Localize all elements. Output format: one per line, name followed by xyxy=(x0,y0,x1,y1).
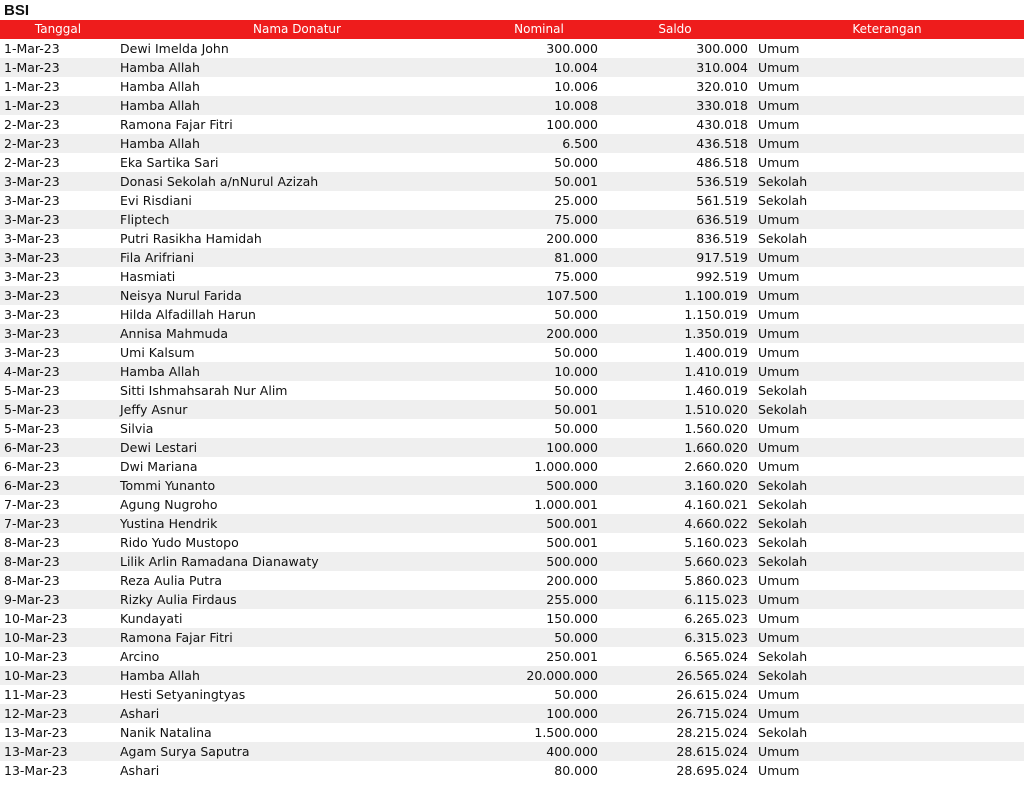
cell-tanggal: 13-Mar-23 xyxy=(4,725,68,740)
table-row xyxy=(0,514,1024,533)
cell-keterangan: Umum xyxy=(758,573,800,588)
cell-tanggal: 1-Mar-23 xyxy=(4,41,60,56)
cell-tanggal: 10-Mar-23 xyxy=(4,611,68,626)
cell-nominal: 50.000 xyxy=(554,307,598,322)
cell-nama-donatur: Reza Aulia Putra xyxy=(120,573,223,588)
cell-tanggal: 8-Mar-23 xyxy=(4,573,60,588)
cell-nominal: 500.000 xyxy=(546,478,598,493)
cell-tanggal: 4-Mar-23 xyxy=(4,364,60,379)
table-row xyxy=(0,419,1024,438)
cell-nominal: 100.000 xyxy=(546,706,598,721)
cell-saldo: 1.150.019 xyxy=(684,307,748,322)
cell-tanggal: 5-Mar-23 xyxy=(4,402,60,417)
table-row xyxy=(0,400,1024,419)
cell-keterangan: Sekolah xyxy=(758,554,808,569)
table-row xyxy=(0,229,1024,248)
cell-nama-donatur: Silvia xyxy=(120,421,154,436)
cell-tanggal: 6-Mar-23 xyxy=(4,478,60,493)
cell-saldo: 26.615.024 xyxy=(676,687,748,702)
cell-keterangan: Umum xyxy=(758,212,800,227)
table-row xyxy=(0,267,1024,286)
cell-tanggal: 13-Mar-23 xyxy=(4,763,68,778)
cell-nama-donatur: Dewi Lestari xyxy=(120,440,198,455)
cell-nominal: 81.000 xyxy=(554,250,598,265)
table-row xyxy=(0,438,1024,457)
cell-nominal: 50.000 xyxy=(554,630,598,645)
cell-nominal: 50.000 xyxy=(554,421,598,436)
cell-nama-donatur: Eka Sartika Sari xyxy=(120,155,219,170)
cell-tanggal: 3-Mar-23 xyxy=(4,326,60,341)
cell-keterangan: Umum xyxy=(758,744,800,759)
table-row xyxy=(0,115,1024,134)
cell-tanggal: 3-Mar-23 xyxy=(4,174,60,189)
cell-keterangan: Sekolah xyxy=(758,649,808,664)
cell-nama-donatur: Ramona Fajar Fitri xyxy=(120,630,233,645)
cell-keterangan: Umum xyxy=(758,345,800,360)
cell-saldo: 5.160.023 xyxy=(684,535,748,550)
table-row xyxy=(0,647,1024,666)
cell-nama-donatur: Annisa Mahmuda xyxy=(120,326,229,341)
donation-table xyxy=(0,20,1024,780)
cell-tanggal: 9-Mar-23 xyxy=(4,592,60,607)
cell-saldo: 320.010 xyxy=(696,79,748,94)
cell-keterangan: Umum xyxy=(758,687,800,702)
cell-nama-donatur: Putri Rasikha Hamidah xyxy=(120,231,262,246)
cell-saldo: 1.460.019 xyxy=(684,383,748,398)
cell-nama-donatur: Hasmiati xyxy=(120,269,176,284)
cell-saldo: 1.560.020 xyxy=(684,421,748,436)
cell-saldo: 1.410.019 xyxy=(684,364,748,379)
cell-keterangan: Umum xyxy=(758,326,800,341)
table-row xyxy=(0,476,1024,495)
cell-nominal: 300.000 xyxy=(546,41,598,56)
cell-saldo: 5.860.023 xyxy=(684,573,748,588)
cell-saldo: 6.265.023 xyxy=(684,611,748,626)
cell-keterangan: Umum xyxy=(758,611,800,626)
header-tanggal: Tanggal xyxy=(0,20,116,39)
cell-saldo: 636.519 xyxy=(696,212,748,227)
cell-nama-donatur: Yustina Hendrik xyxy=(120,516,218,531)
cell-nominal: 1.000.000 xyxy=(534,459,598,474)
cell-nominal: 200.000 xyxy=(546,573,598,588)
cell-saldo: 4.660.022 xyxy=(684,516,748,531)
cell-nama-donatur: Rizky Aulia Firdaus xyxy=(120,592,237,607)
cell-saldo: 486.518 xyxy=(696,155,748,170)
cell-keterangan: Umum xyxy=(758,364,800,379)
cell-nama-donatur: Kundayati xyxy=(120,611,183,626)
cell-nominal: 10.000 xyxy=(554,364,598,379)
cell-saldo: 28.215.024 xyxy=(676,725,748,740)
cell-nama-donatur: Hamba Allah xyxy=(120,364,200,379)
cell-keterangan: Umum xyxy=(758,155,800,170)
cell-tanggal: 6-Mar-23 xyxy=(4,459,60,474)
cell-saldo: 436.518 xyxy=(696,136,748,151)
cell-tanggal: 5-Mar-23 xyxy=(4,383,60,398)
table-row xyxy=(0,324,1024,343)
cell-nominal: 75.000 xyxy=(554,269,598,284)
cell-nama-donatur: Evi Risdiani xyxy=(120,193,192,208)
table-row xyxy=(0,362,1024,381)
table-row xyxy=(0,343,1024,362)
cell-tanggal: 12-Mar-23 xyxy=(4,706,68,721)
cell-tanggal: 7-Mar-23 xyxy=(4,497,60,512)
cell-tanggal: 3-Mar-23 xyxy=(4,269,60,284)
table-row xyxy=(0,134,1024,153)
cell-tanggal: 2-Mar-23 xyxy=(4,136,60,151)
cell-tanggal: 3-Mar-23 xyxy=(4,345,60,360)
cell-keterangan: Sekolah xyxy=(758,725,808,740)
table-row xyxy=(0,172,1024,191)
cell-tanggal: 3-Mar-23 xyxy=(4,307,60,322)
cell-nominal: 107.500 xyxy=(546,288,598,303)
cell-nominal: 50.000 xyxy=(554,155,598,170)
cell-nominal: 500.001 xyxy=(546,535,598,550)
cell-nama-donatur: Lilik Arlin Ramadana Dianawaty xyxy=(120,554,319,569)
cell-keterangan: Umum xyxy=(758,630,800,645)
cell-nominal: 10.006 xyxy=(554,79,598,94)
cell-nama-donatur: Hamba Allah xyxy=(120,60,200,75)
cell-keterangan: Umum xyxy=(758,98,800,113)
cell-keterangan: Umum xyxy=(758,41,800,56)
header-row xyxy=(0,20,1024,39)
table-row xyxy=(0,609,1024,628)
cell-nominal: 200.000 xyxy=(546,231,598,246)
cell-nominal: 150.000 xyxy=(546,611,598,626)
cell-saldo: 430.018 xyxy=(696,117,748,132)
table-row xyxy=(0,210,1024,229)
header-nama-donatur: Nama Donatur xyxy=(116,20,478,39)
cell-saldo: 6.115.023 xyxy=(684,592,748,607)
cell-nominal: 400.000 xyxy=(546,744,598,759)
table-row xyxy=(0,248,1024,267)
cell-nominal: 500.001 xyxy=(546,516,598,531)
cell-keterangan: Sekolah xyxy=(758,193,808,208)
cell-nama-donatur: Hilda Alfadillah Harun xyxy=(120,307,256,322)
cell-saldo: 1.100.019 xyxy=(684,288,748,303)
cell-nominal: 255.000 xyxy=(546,592,598,607)
cell-tanggal: 3-Mar-23 xyxy=(4,288,60,303)
cell-keterangan: Sekolah xyxy=(758,668,808,683)
table-header xyxy=(0,20,1024,39)
cell-keterangan: Umum xyxy=(758,592,800,607)
cell-saldo: 28.695.024 xyxy=(676,763,748,778)
table-row xyxy=(0,571,1024,590)
cell-nama-donatur: Umi Kalsum xyxy=(120,345,195,360)
cell-tanggal: 10-Mar-23 xyxy=(4,630,68,645)
cell-saldo: 1.510.020 xyxy=(684,402,748,417)
cell-tanggal: 5-Mar-23 xyxy=(4,421,60,436)
cell-nominal: 500.000 xyxy=(546,554,598,569)
cell-nominal: 6.500 xyxy=(562,136,598,151)
cell-saldo: 6.565.024 xyxy=(684,649,748,664)
table-row xyxy=(0,58,1024,77)
cell-tanggal: 3-Mar-23 xyxy=(4,212,60,227)
cell-tanggal: 2-Mar-23 xyxy=(4,155,60,170)
cell-nama-donatur: Hamba Allah xyxy=(120,79,200,94)
cell-nama-donatur: Agam Surya Saputra xyxy=(120,744,250,759)
cell-keterangan: Sekolah xyxy=(758,174,808,189)
table-row xyxy=(0,761,1024,780)
table-row xyxy=(0,457,1024,476)
cell-nominal: 50.000 xyxy=(554,687,598,702)
cell-saldo: 26.715.024 xyxy=(676,706,748,721)
cell-tanggal: 3-Mar-23 xyxy=(4,250,60,265)
cell-keterangan: Sekolah xyxy=(758,497,808,512)
table-row xyxy=(0,552,1024,571)
cell-keterangan: Sekolah xyxy=(758,516,808,531)
cell-nominal: 50.001 xyxy=(554,402,598,417)
cell-saldo: 300.000 xyxy=(696,41,748,56)
cell-saldo: 6.315.023 xyxy=(684,630,748,645)
cell-tanggal: 10-Mar-23 xyxy=(4,668,68,683)
cell-nama-donatur: Hamba Allah xyxy=(120,136,200,151)
cell-keterangan: Sekolah xyxy=(758,535,808,550)
cell-saldo: 917.519 xyxy=(696,250,748,265)
cell-nominal: 75.000 xyxy=(554,212,598,227)
cell-keterangan: Umum xyxy=(758,250,800,265)
cell-nominal: 1.000.001 xyxy=(534,497,598,512)
cell-nama-donatur: Fliptech xyxy=(120,212,170,227)
cell-nama-donatur: Rido Yudo Mustopo xyxy=(120,535,239,550)
cell-nama-donatur: Ashari xyxy=(120,763,160,778)
cell-nama-donatur: Nanik Natalina xyxy=(120,725,212,740)
cell-nama-donatur: Agung Nugroho xyxy=(120,497,218,512)
table-row xyxy=(0,96,1024,115)
cell-nominal: 100.000 xyxy=(546,117,598,132)
cell-nominal: 80.000 xyxy=(554,763,598,778)
cell-nama-donatur: Neisya Nurul Farida xyxy=(120,288,242,303)
cell-saldo: 536.519 xyxy=(696,174,748,189)
cell-saldo: 4.160.021 xyxy=(684,497,748,512)
cell-nama-donatur: Donasi Sekolah a/nNurul Azizah xyxy=(120,174,319,189)
cell-tanggal: 3-Mar-23 xyxy=(4,193,60,208)
cell-tanggal: 13-Mar-23 xyxy=(4,744,68,759)
cell-nama-donatur: Hamba Allah xyxy=(120,668,200,683)
table-row xyxy=(0,305,1024,324)
cell-tanggal: 8-Mar-23 xyxy=(4,554,60,569)
cell-keterangan: Umum xyxy=(758,440,800,455)
cell-saldo: 330.018 xyxy=(696,98,748,113)
table-row xyxy=(0,77,1024,96)
cell-keterangan: Umum xyxy=(758,763,800,778)
cell-keterangan: Sekolah xyxy=(758,402,808,417)
cell-keterangan: Umum xyxy=(758,459,800,474)
table-row xyxy=(0,742,1024,761)
cell-keterangan: Umum xyxy=(758,288,800,303)
table-row xyxy=(0,723,1024,742)
cell-nama-donatur: Tommi Yunanto xyxy=(120,478,216,493)
table-row xyxy=(0,191,1024,210)
table-row xyxy=(0,590,1024,609)
cell-nama-donatur: Hamba Allah xyxy=(120,98,200,113)
cell-tanggal: 1-Mar-23 xyxy=(4,98,60,113)
table-body xyxy=(0,39,1024,780)
table-row xyxy=(0,666,1024,685)
cell-saldo: 28.615.024 xyxy=(676,744,748,759)
cell-nominal: 100.000 xyxy=(546,440,598,455)
table-row xyxy=(0,153,1024,172)
cell-tanggal: 10-Mar-23 xyxy=(4,649,68,664)
cell-nominal: 50.000 xyxy=(554,383,598,398)
cell-saldo: 3.160.020 xyxy=(684,478,748,493)
cell-nominal: 20.000.000 xyxy=(526,668,598,683)
cell-tanggal: 1-Mar-23 xyxy=(4,79,60,94)
table-row xyxy=(0,533,1024,552)
cell-saldo: 2.660.020 xyxy=(684,459,748,474)
cell-keterangan: Umum xyxy=(758,60,800,75)
header-keterangan: Keterangan xyxy=(750,20,1024,39)
table-row xyxy=(0,39,1024,58)
cell-keterangan: Umum xyxy=(758,136,800,151)
cell-nama-donatur: Dewi Imelda John xyxy=(120,41,229,56)
cell-tanggal: 2-Mar-23 xyxy=(4,117,60,132)
cell-nama-donatur: Sitti Ishmahsarah Nur Alim xyxy=(120,383,288,398)
cell-keterangan: Umum xyxy=(758,79,800,94)
table-row xyxy=(0,685,1024,704)
cell-keterangan: Sekolah xyxy=(758,383,808,398)
cell-nominal: 10.004 xyxy=(554,60,598,75)
cell-keterangan: Umum xyxy=(758,421,800,436)
table-row xyxy=(0,704,1024,723)
cell-nominal: 250.001 xyxy=(546,649,598,664)
table-row xyxy=(0,628,1024,647)
cell-nama-donatur: Dwi Mariana xyxy=(120,459,198,474)
cell-keterangan: Sekolah xyxy=(758,231,808,246)
cell-nama-donatur: Hesti Setyaningtyas xyxy=(120,687,246,702)
cell-nominal: 1.500.000 xyxy=(534,725,598,740)
cell-saldo: 992.519 xyxy=(696,269,748,284)
table-row xyxy=(0,286,1024,305)
cell-keterangan: Umum xyxy=(758,117,800,132)
cell-nama-donatur: Jeffy Asnur xyxy=(120,402,188,417)
cell-saldo: 1.660.020 xyxy=(684,440,748,455)
cell-nama-donatur: Arcino xyxy=(120,649,160,664)
cell-tanggal: 11-Mar-23 xyxy=(4,687,68,702)
cell-saldo: 1.350.019 xyxy=(684,326,748,341)
cell-nominal: 25.000 xyxy=(554,193,598,208)
cell-nominal: 50.001 xyxy=(554,174,598,189)
cell-saldo: 26.565.024 xyxy=(676,668,748,683)
cell-keterangan: Umum xyxy=(758,706,800,721)
cell-nominal: 50.000 xyxy=(554,345,598,360)
cell-keterangan: Umum xyxy=(758,269,800,284)
cell-tanggal: 3-Mar-23 xyxy=(4,231,60,246)
cell-saldo: 5.660.023 xyxy=(684,554,748,569)
cell-tanggal: 7-Mar-23 xyxy=(4,516,60,531)
header-nominal: Nominal xyxy=(478,20,600,39)
cell-saldo: 1.400.019 xyxy=(684,345,748,360)
table-row xyxy=(0,495,1024,514)
table-row xyxy=(0,381,1024,400)
cell-nama-donatur: Fila Arifriani xyxy=(120,250,195,265)
cell-nama-donatur: Ramona Fajar Fitri xyxy=(120,117,233,132)
sheet-title: BSI xyxy=(4,2,30,19)
cell-tanggal: 1-Mar-23 xyxy=(4,60,60,75)
header-saldo: Saldo xyxy=(600,20,750,39)
cell-tanggal: 6-Mar-23 xyxy=(4,440,60,455)
cell-nominal: 200.000 xyxy=(546,326,598,341)
cell-keterangan: Umum xyxy=(758,307,800,322)
cell-saldo: 836.519 xyxy=(696,231,748,246)
cell-nama-donatur: Ashari xyxy=(120,706,160,721)
cell-keterangan: Sekolah xyxy=(758,478,808,493)
cell-tanggal: 8-Mar-23 xyxy=(4,535,60,550)
cell-saldo: 310.004 xyxy=(696,60,748,75)
cell-saldo: 561.519 xyxy=(696,193,748,208)
cell-nominal: 10.008 xyxy=(554,98,598,113)
